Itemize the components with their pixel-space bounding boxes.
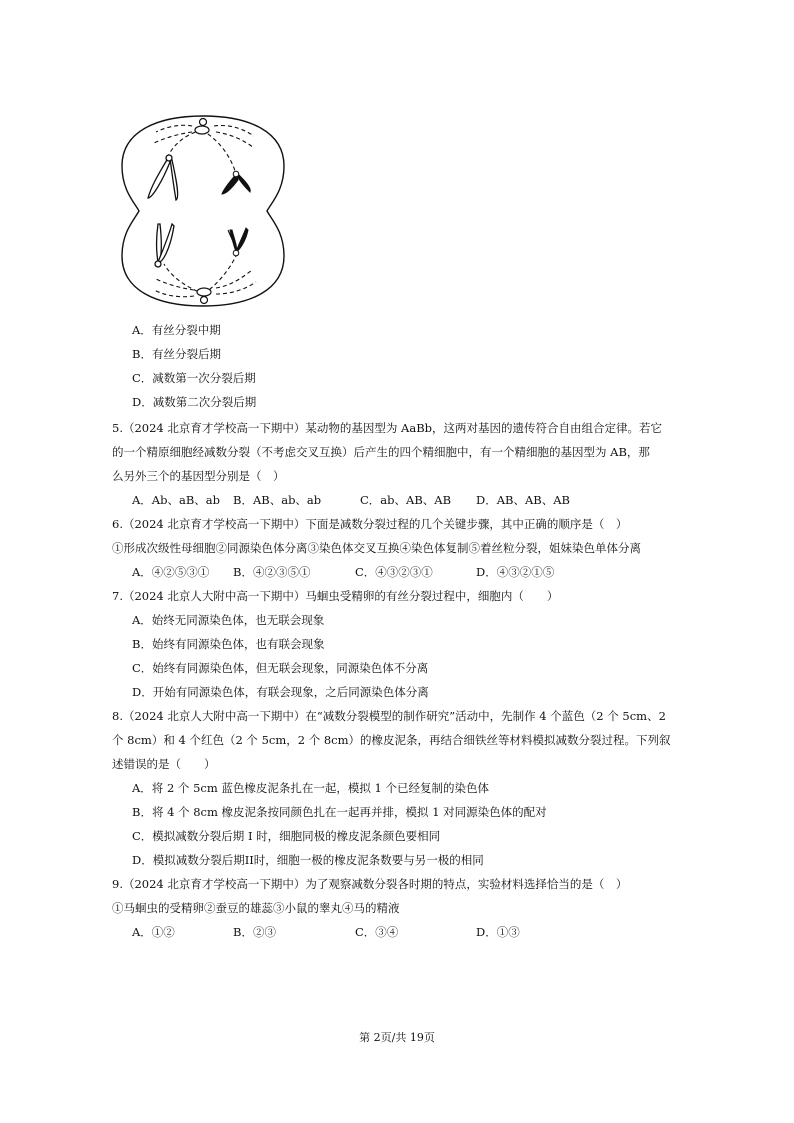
q7-stem-line-1: 7.（2024 北京人大附中高一下期中）马蛔虫受精卵的有丝分裂过程中，细胞内（ ） [112, 589, 559, 603]
q5-stem-line-1: 5.（2024 北京育才学校高一下期中）某动物的基因型为 AaBb，这两对基因的遗传符合自由组合定律。若它 [112, 421, 663, 435]
q5-stem-line-3: 么另外三个的基因型分别是（ ） [112, 469, 285, 483]
q6-stem-line-2: ①形成次级性母细胞②同源染色体分离③染色体交叉互换④染色体复制⑤着丝粒分裂，姐妹染色单体分离 [112, 541, 641, 555]
q8-stem-line-2: 个 8cm）和 4 个红色（2 个 5cm，2 个 8cm）的橡皮泥条，再结合细铁丝等材料模拟减数分裂过程。下列叙 [112, 733, 671, 747]
q7-option-b: B．始终有同源染色体，也有联会现象 [132, 637, 325, 651]
q5-option-c: C．ab、AB、AB [360, 493, 452, 507]
q5-option-a: A．Ab、aB、ab [132, 493, 220, 507]
q7-option-a: A．始终无同源染色体，也无联会现象 [132, 613, 325, 627]
q7-option-c: C．始终有同源染色体，但无联会现象，同源染色体不分离 [132, 661, 429, 675]
q4-option-a: A．有丝分裂中期 [132, 323, 221, 337]
q4-option-b: B．有丝分裂后期 [132, 347, 221, 361]
q5-option-b: B．AB、ab、ab [233, 493, 322, 507]
q9-option-a: A．①② [132, 925, 175, 939]
q9-stem-line-1: 9.（2024 北京育才学校高一下期中）为了观察减数分裂各时期的特点，实验材料选择恰当的是（ ） [112, 877, 628, 891]
q7-option-d: D．开始有同源染色体，有联会现象，之后同源染色体分离 [132, 685, 429, 699]
q9-option-c: C．③④ [355, 925, 399, 939]
q8-stem-line-1: 8.（2024 北京人大附中高一下期中）在“减数分裂模型的制作研究”活动中，先制作 4 个蓝色（2 个 5cm、2 [112, 709, 666, 723]
q8-option-c: C．模拟减数分裂后期 I 时，细胞同极的橡皮泥条颜色要相同 [132, 829, 441, 843]
page-footer: 第 2页/共 19页 [359, 1031, 435, 1044]
q6-option-c: C．④③②③① [355, 565, 433, 579]
q8-option-b: B．将 4 个 8cm 橡皮泥条按同颜色扎在一起再并排，模拟 1 对同源染色体的配对 [132, 805, 547, 819]
q4-option-d: D．减数第二次分裂后期 [132, 395, 257, 409]
q8-option-a: A．将 2 个 5cm 蓝色橡皮泥条扎在一起，模拟 1 个已经复制的染色体 [132, 781, 490, 795]
q8-stem-line-3: 述错误的是（ ） [112, 757, 216, 771]
cell-outline [122, 116, 284, 306]
q6-option-d: D．④③②①⑤ [476, 565, 555, 579]
q9-option-d: D．①③ [476, 925, 520, 939]
q5-stem-line-2: 的一个精原细胞经减数分裂（不考虑交叉互换）后产生的四个精细胞中，有一个精细胞的基因型为 AB，那 [112, 445, 650, 459]
q4-option-c: C．减数第一次分裂后期 [132, 371, 256, 385]
q6-stem-line-1: 6.（2024 北京育才学校高一下期中）下面是减数分裂过程的几个关键步骤，其中正确的顺序是（ ） [112, 517, 628, 531]
q9-stem-line-2: ①马蛔虫的受精卵②蚕豆的雄蕊③小鼠的睾丸④马的精液 [112, 901, 400, 915]
cell-division-figure [112, 112, 294, 310]
q8-option-d: D．模拟减数分裂后期II时，细胞一极的橡皮泥条数要与另一极的相同 [132, 853, 484, 867]
q6-option-a: A．④②⑤③① [132, 565, 210, 579]
q9-option-b: B．②③ [233, 925, 276, 939]
q6-option-b: B．④②③⑤① [233, 565, 311, 579]
q5-option-d: D．AB、AB、AB [476, 493, 570, 507]
